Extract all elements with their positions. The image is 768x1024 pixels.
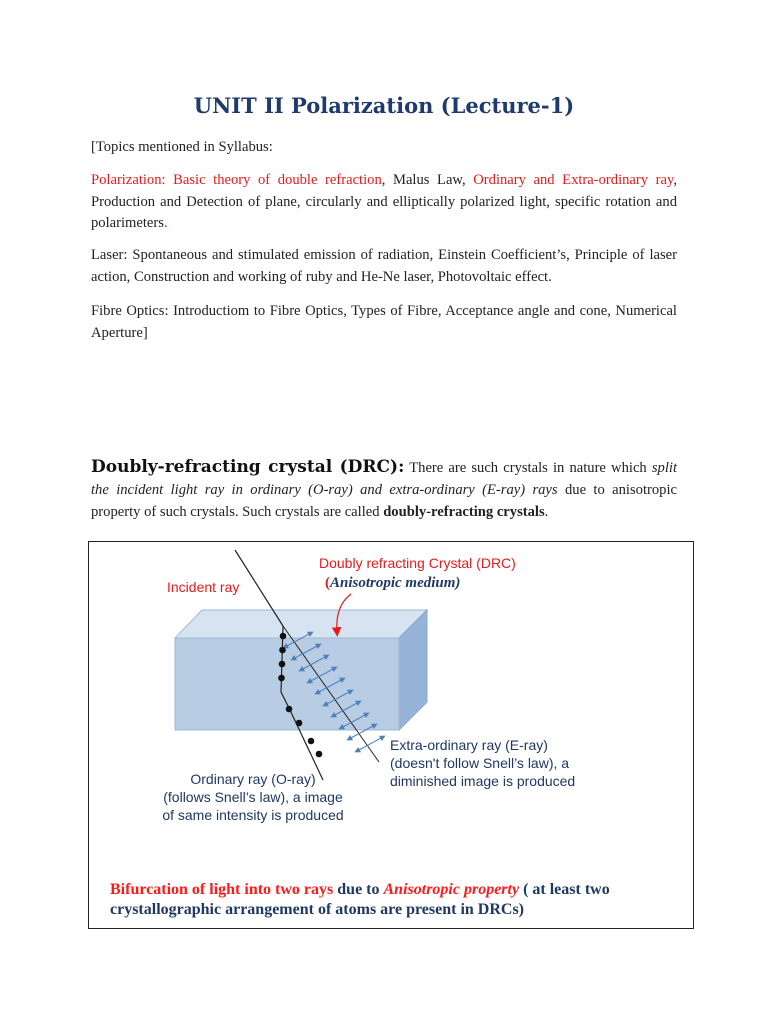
oray-line-2: (follows Snell’s law), a image (163, 789, 343, 805)
anisotropic-label (325, 574, 460, 592)
oray-label (153, 770, 353, 824)
drc-text-1: There are such crystals in nature which (404, 460, 652, 476)
production-detection-text: , Production and Detection of plane, circularly and elliptically polarized light, specific rotation and polarimeters (91, 172, 677, 231)
drc-text-3: . (544, 504, 549, 520)
crystal-top-face (175, 610, 427, 638)
caption-rest: ( at least two crystallographic arrangement of atoms are present in DRCs) (110, 881, 610, 918)
syllabus-polarization (91, 170, 677, 235)
polarization-end-dot: . (163, 215, 168, 231)
syllabus-laser (91, 245, 677, 288)
anisotropic-medium-text: Anisotropic medium) (330, 575, 461, 591)
fibre-topics-text: Fibre Optics: Introductiom to Fibre Optics, Types of Fibre, Acceptance angle and cone, Numerical Aperture] (91, 303, 677, 341)
oray-line-1: Ordinary ray (O-ray) (190, 771, 316, 787)
caption-red-text: Bifurcation of light into two rays (110, 881, 334, 898)
drc-paragraph (91, 456, 677, 523)
syllabus-intro (91, 137, 677, 159)
drc-heading: Doubly-refracting crystal (DRC): (91, 457, 405, 477)
figure-caption (110, 880, 670, 920)
malus-law-text: , Malus Law, (381, 172, 474, 188)
polarization-topic-red: Polarization: Basic theory of double refraction (91, 172, 382, 188)
eray-line-2: (doesn't follow Snell’s law), a (390, 755, 570, 771)
eray-line-1: Extra-ordinary ray (E-ray) (390, 737, 548, 753)
syllabus-fibre (91, 301, 677, 344)
crystal-diagram (89, 542, 693, 928)
crystal-front-face (175, 638, 399, 730)
drc-italic-text: split the incident light ray in ordinary (O-ray) and extra-ordinary (E-ray) rays (91, 460, 677, 498)
drc-label: Doubly refracting Crystal (DRC) (319, 555, 516, 571)
caption-due-to: due to (333, 881, 384, 898)
oray-line-3: of same intensity is produced (162, 807, 344, 823)
ordinary-extraordinary-topic: Ordinary and Extra-ordinary ray (473, 172, 674, 188)
drc-figure (88, 541, 694, 929)
drc-bold-term: doubly-refracting crystals (383, 504, 545, 520)
page-title: UNIT II Polarization (Lecture-1) (193, 93, 575, 118)
laser-topics-text: Laser: Spontaneous and stimulated emission of radiation, Einstein Coefficient’s, Principle of laser action, Construction and working of ruby and He-Ne laser, Photovoltaic effect. (91, 247, 677, 285)
anisotropic-paren: ( (325, 575, 330, 591)
caption-anisotropic-property: Anisotropic property (383, 881, 520, 898)
eray-line-3: diminished image is produced (390, 773, 576, 789)
syllabus-intro-text: [Topics mentioned in Syllabus: (91, 139, 273, 155)
drc-text-2: due to anisotropic property of such crystals. Such crystals are called (91, 482, 677, 520)
incident-ray-label: Incident ray (167, 579, 240, 595)
eray-label (390, 736, 575, 790)
